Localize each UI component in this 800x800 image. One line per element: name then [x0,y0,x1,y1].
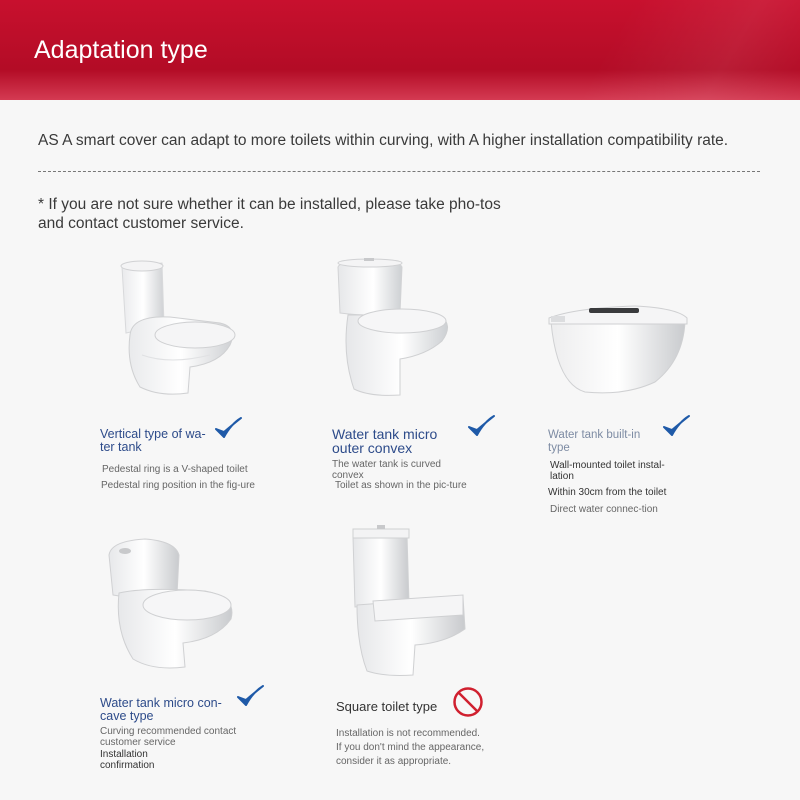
item-desc: Wall-mounted toilet instal-lation [550,460,665,482]
vertical-tank-toilet-image [110,255,250,405]
check-icon [213,416,243,442]
item-desc: Curving recommended contact customer service [100,726,237,748]
prohibited-icon [452,686,484,718]
check-icon [661,414,691,440]
item-desc: Pedestal ring position in the fig-ure [101,480,255,491]
header-banner [0,0,800,100]
square-toilet-image [345,525,475,680]
item-desc: Installation is not recommended. [336,728,480,739]
wall-mounted-toilet-image [545,300,690,400]
item-desc: consider it as appropriate. [336,756,452,767]
item-desc: Toilet as shown in the pic-ture [335,480,467,491]
item-desc: Pedestal ring is a V-shaped toilet [102,464,248,475]
item-desc: Installation confirmation [100,749,155,771]
item-title-outer-convex: Water tank micro outer convex [332,426,438,456]
item-title-concave: Water tank micro con-cave type [100,696,222,723]
concave-toilet-image [105,535,245,675]
item-desc: Direct water connec-tion [550,504,658,515]
item-title-square: Square toilet type [336,699,438,714]
check-icon [235,684,265,710]
outer-convex-toilet-image [330,255,460,405]
item-desc: Within 30cm from the toilet [548,487,667,498]
item-title-built-in: Water tank built-in type [548,429,641,454]
page-title: Adaptation type [34,36,208,64]
dashed-divider [38,171,760,172]
item-desc: The water tank is curved convex [332,459,441,481]
intro-text: AS A smart cover can adapt to more toilets within curving, with A higher installation compatibility rate. [38,132,729,149]
install-note: * If you are not sure whether it can be installed, please take pho-tos and contact customer service. [38,196,501,232]
item-desc: If you don't mind the appearance, [336,742,485,753]
check-icon [466,414,496,440]
item-title-vertical-tank: Vertical type of wa-ter tank [100,427,206,454]
